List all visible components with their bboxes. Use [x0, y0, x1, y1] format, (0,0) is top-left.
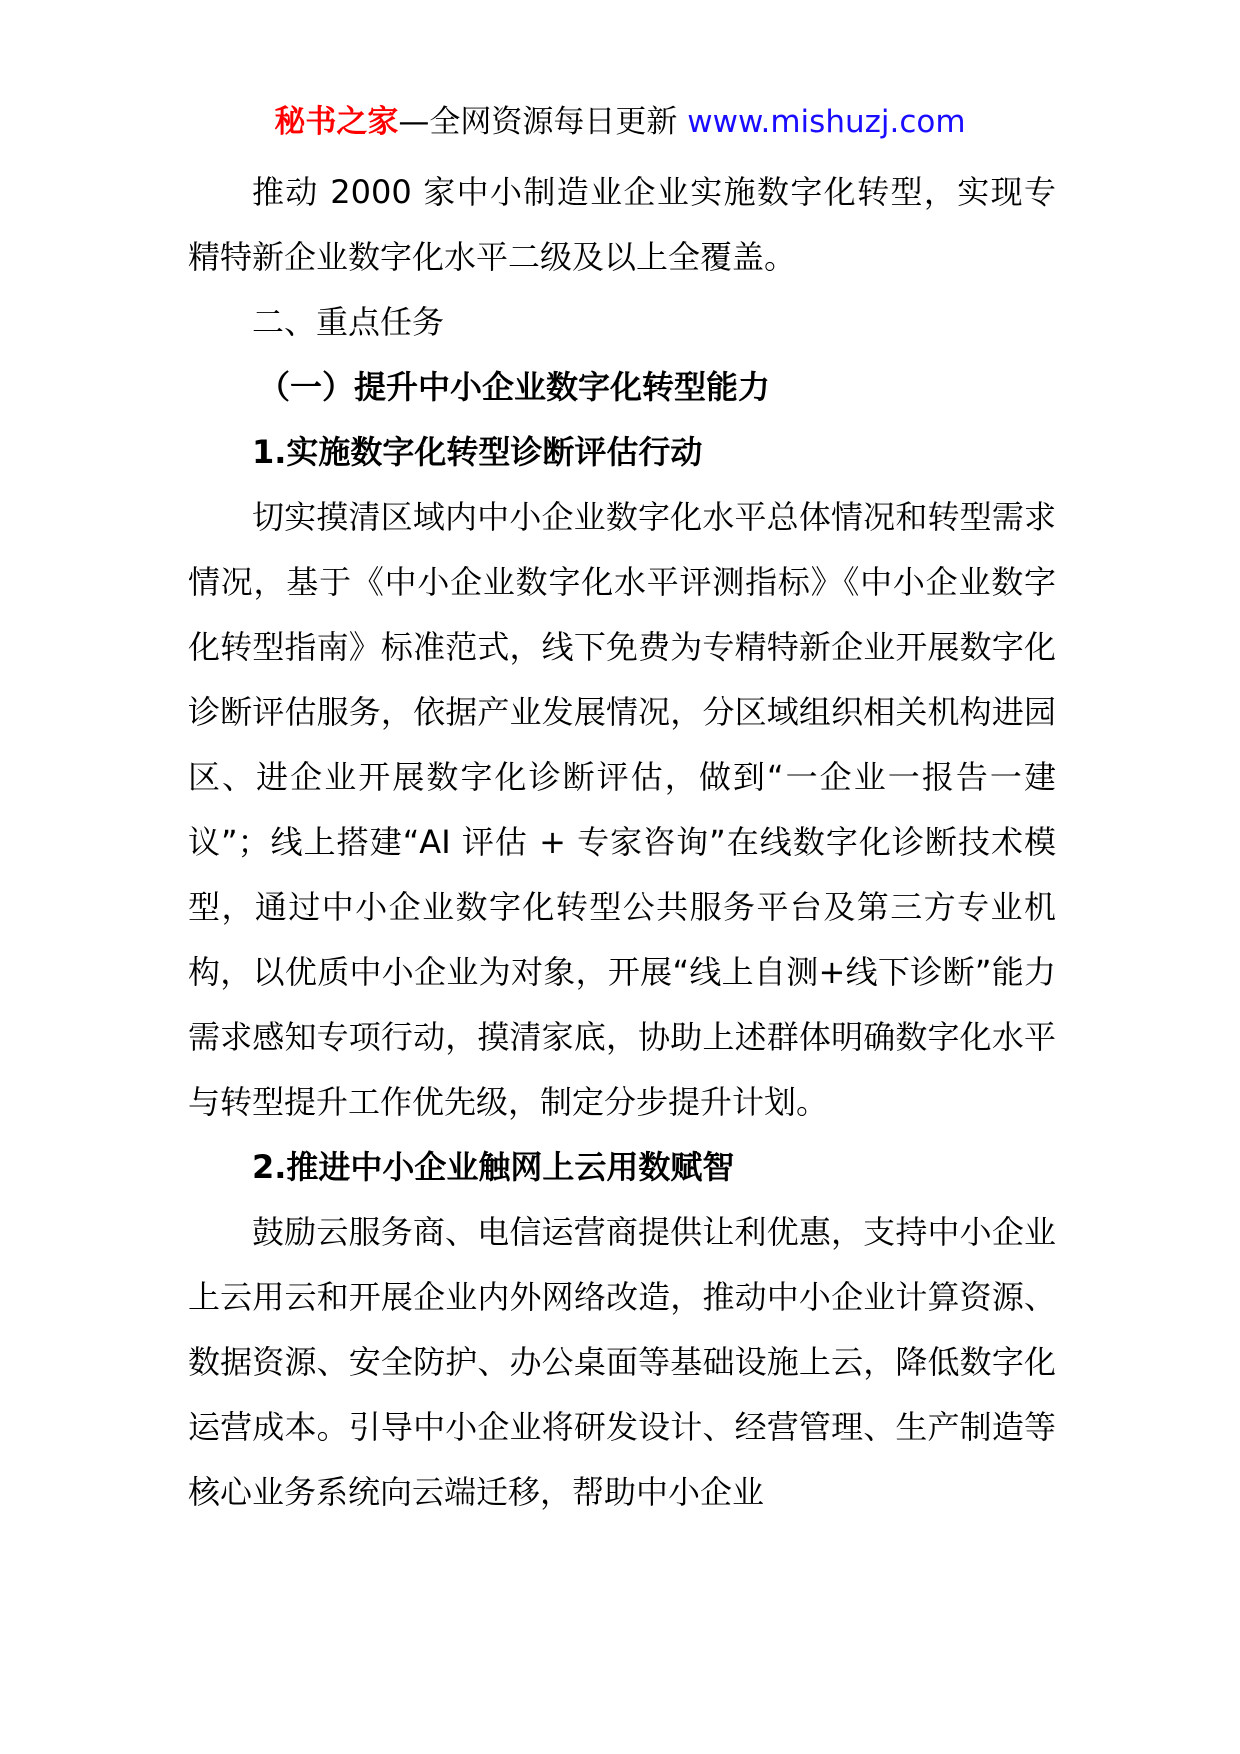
paragraph-cloud: 鼓励云服务商、电信运营商提供让利优惠，支持中小企业上云用云和开展企业内外网络改造，推动中小企业计算资源、数据资源、安全防护、办公桌面等基础设施上云，降低数字化运营成本。引导中小企业将研发设计、经营管理、生产制造等核心业务系统向云端迁移，帮助中小企业 [188, 1213, 1056, 1511]
header-brand: 秘书之家 [274, 104, 399, 140]
document-body [188, 160, 1056, 1525]
paragraph-diagnosis: 切实摸清区域内中小企业数字化水平总体情况和转型需求情况，基于《中小企业数字化水平评测指标》《中小企业数字化转型指南》标准范式，线下免费为专精特新企业开展数字化诊断评估服务，依据产业发展情况，分区域组织相关机构进园区、进企业开展数字化诊断评估，做到“一企业一报告一建议”；线上搭建“AI 评估 + 专家咨询”在线数字化诊断技术模型，通过中小企业数字化转型公共服务平台及第三方专业机构，以优质中小企业为对象，开展“线上自测+线下诊断”能力需求感知专项行动，摸清家底，协助上述群体明确数字化水平与转型提升工作优先级，制定分步提升计划。 [188, 498, 1056, 1121]
header-url-link[interactable]: www.mishuzj.com [687, 104, 966, 140]
page-header [0, 100, 1240, 144]
item-heading-cloud: 2.推进中小企业触网上云用数赋智 [252, 1148, 735, 1186]
paragraph-goal: 推动 2000 家中小制造业企业实施数字化转型，实现专精特新企业数字化水平二级及以上全覆盖。 [188, 173, 1056, 276]
section-heading-key-tasks: 二、重点任务 [252, 303, 445, 341]
subsection-heading-capability: （一）提升中小企业数字化转型能力 [258, 368, 771, 406]
item-heading-diagnosis: 1.实施数字化转型诊断评估行动 [252, 433, 703, 471]
header-slogan: —全网资源每日更新 [398, 104, 688, 140]
